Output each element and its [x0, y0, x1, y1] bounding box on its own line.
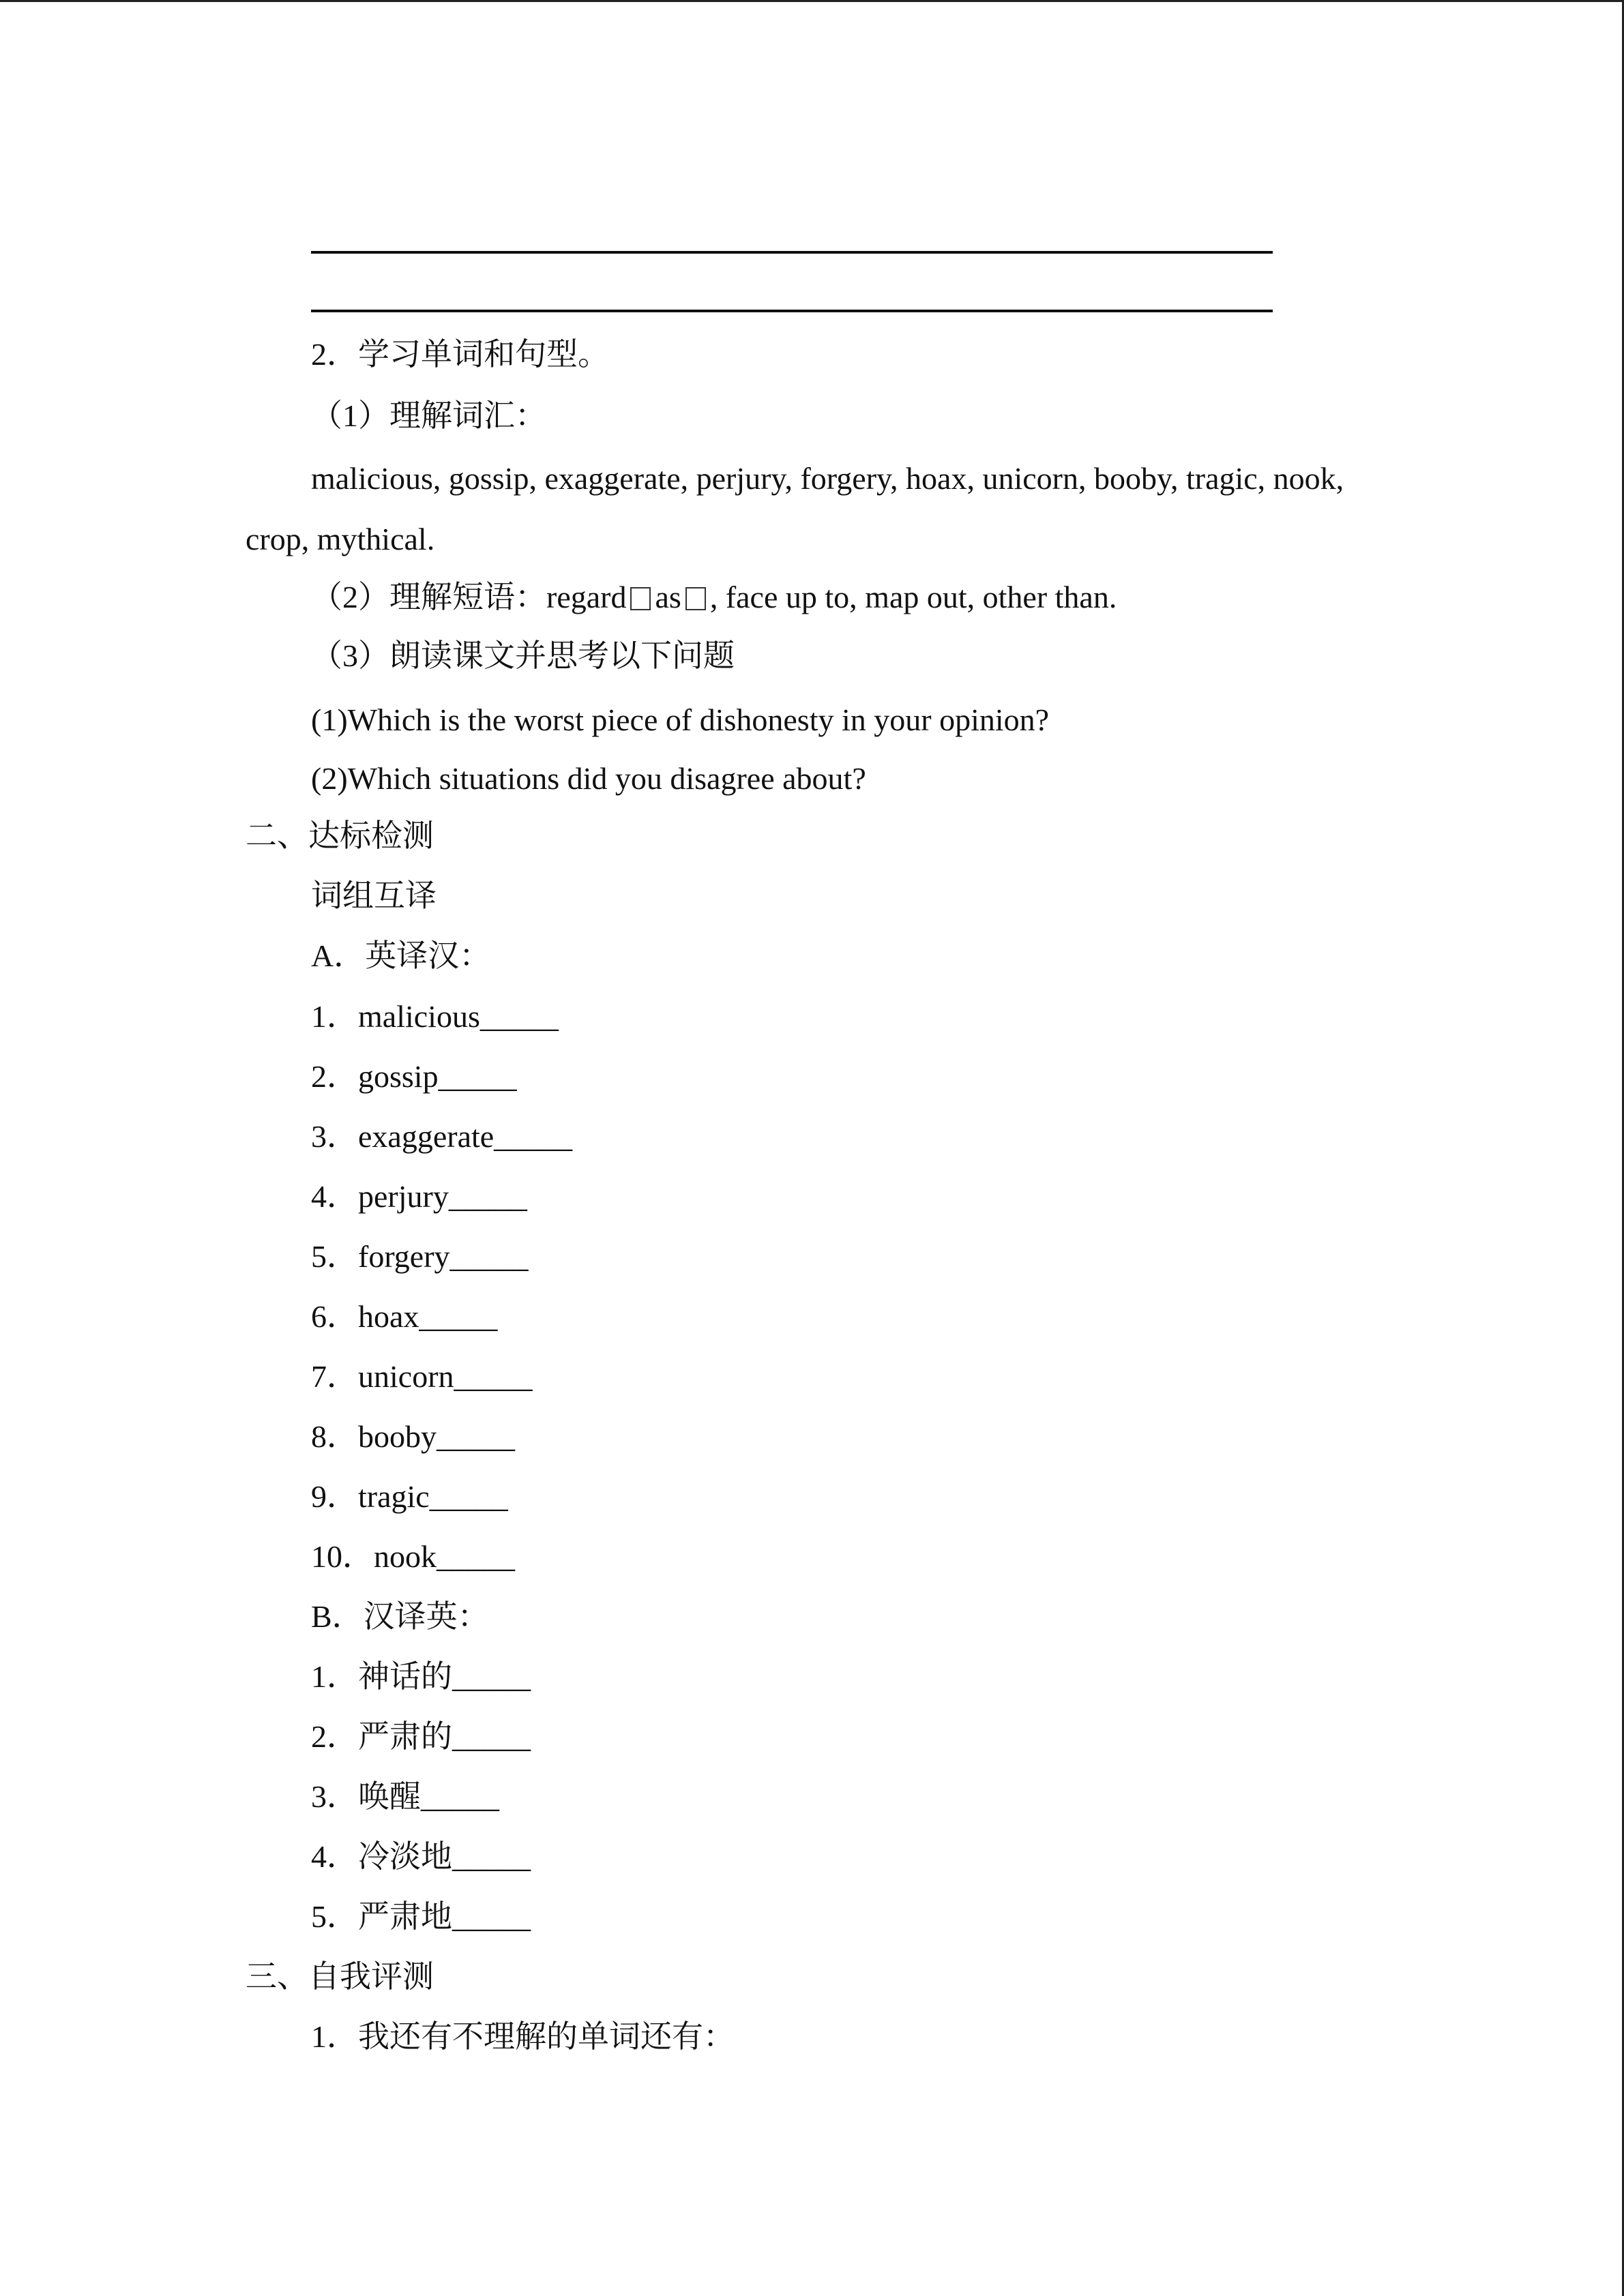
phrase-suffix: , face up to, map out, other than.: [709, 580, 1117, 614]
vocab-line-2: crop, mythical.: [246, 522, 435, 556]
partA-item: 4．perjury_____: [311, 1179, 527, 1214]
partA-label: A．英译汉：: [311, 938, 491, 973]
answer-blank-line-2: [311, 310, 1273, 312]
section3-item1: 1．我还有不理解的单词还有：: [311, 2019, 735, 2054]
item2-title: 2．学习单词和句型。: [311, 337, 609, 372]
section2-subheading: 词组互译: [311, 878, 437, 913]
phrase-line: [311, 578, 1117, 616]
placeholder-box-1: [630, 587, 651, 610]
answer-blank-line-1: [311, 251, 1273, 254]
question-1: (1)Which is the worst piece of dishonesty in your opinion?: [311, 702, 1050, 737]
question-2: (2)Which situations did you disagree about?: [311, 761, 866, 796]
page-top-border: [0, 0, 1624, 2]
partB-item: 1．神话的_____: [311, 1659, 531, 1694]
section3-heading: 三、自我评测: [246, 1959, 434, 1994]
partB-label: B．汉译英：: [311, 1599, 489, 1634]
partB-item: 2．严肃的_____: [311, 1719, 531, 1754]
section2-heading: 二、达标检测: [246, 818, 434, 853]
phrase-prefix: （2）理解短语：regard: [311, 580, 627, 614]
partA-item: 2．gossip_____: [311, 1059, 517, 1094]
vocab-line-1: malicious, gossip, exaggerate, perjury, forgery, hoax, unicorn, booby, tragic, nook,: [311, 461, 1344, 496]
partB-item: 4．冷淡地_____: [311, 1839, 531, 1874]
partB-item: 3．唤醒_____: [311, 1779, 499, 1814]
partA-item: 6．hoax_____: [311, 1299, 498, 1334]
placeholder-box-2: [685, 587, 706, 610]
partA-item: 5．forgery_____: [311, 1239, 529, 1274]
partA-item: 9．tragic_____: [311, 1479, 508, 1514]
partA-item: 10．nook_____: [311, 1539, 515, 1574]
phrase-mid: as: [655, 580, 681, 614]
partA-item: 3．exaggerate_____: [311, 1119, 573, 1154]
partA-item: 7．unicorn_____: [311, 1359, 533, 1394]
vocab-label: （1）理解词汇：: [311, 398, 546, 433]
partA-item: 1．malicious_____: [311, 999, 559, 1034]
partB-item: 5．严肃地_____: [311, 1899, 531, 1934]
partA-item: 8．booby_____: [311, 1419, 515, 1454]
reading-label: （3）朗读课文并思考以下问题: [311, 638, 735, 673]
